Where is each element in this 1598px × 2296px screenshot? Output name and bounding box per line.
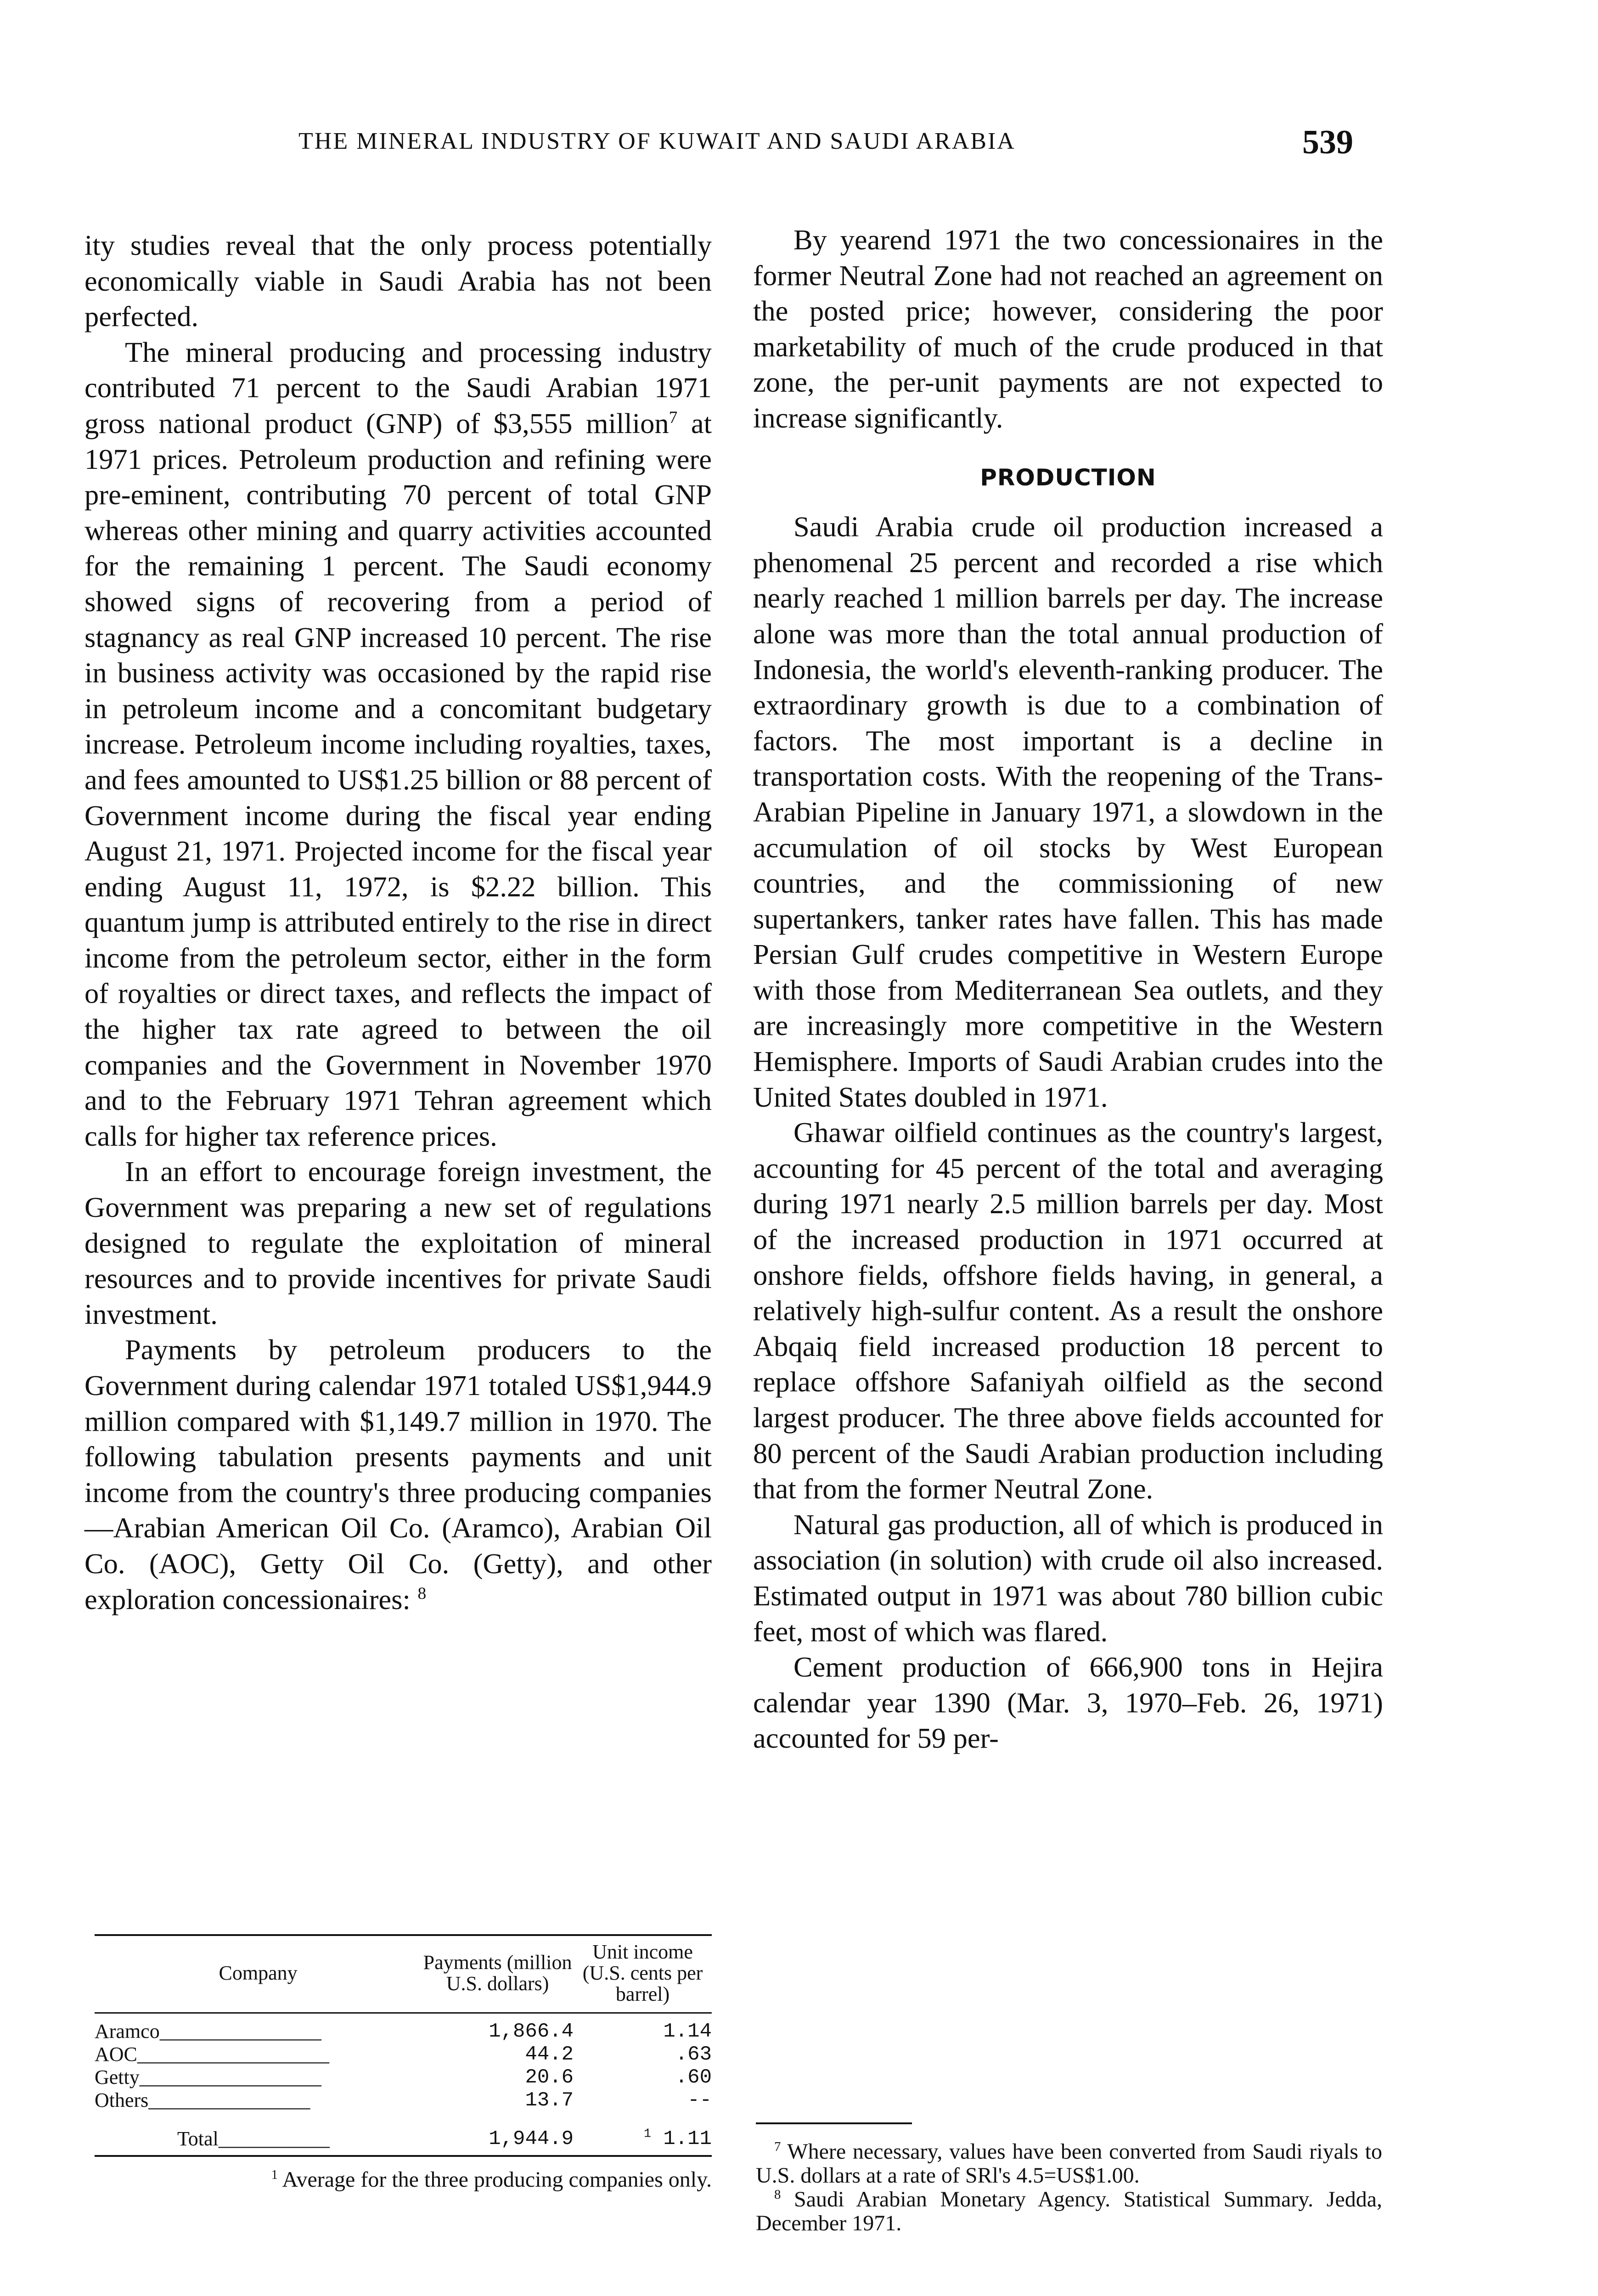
column-header: Payments (million U.S. dollars)	[423, 1951, 572, 1995]
paragraph: By yearend 1971 the two concessionaires in the former Neutral Zone had not reached an agreement on the posted price; however, considering the poor marketability of much of the crude produced in that zone, the per-unit payments are not expected to increase significantly.	[753, 224, 1383, 434]
paragraph: Natural gas production, all of which is produced in association (in solution) with crude oil also increased. Estimated output in 1971 was about 780 billion cubic feet, most of which was flared.	[753, 1508, 1383, 1648]
payments-cell: 1,866.4	[489, 2020, 574, 2043]
total-unit-income-cell: $^1$ 1.11	[644, 2127, 712, 2150]
left-column	[84, 228, 712, 1617]
unit-income-cell: --	[687, 2089, 712, 2112]
paragraph	[84, 1332, 712, 1617]
payments-table	[95, 1934, 712, 2192]
total-row	[95, 2112, 712, 2156]
company-cell: Getty__________________	[95, 2066, 321, 2088]
footnote-divider	[756, 2122, 912, 2124]
table-header-row	[95, 1935, 712, 2013]
table-note: $^1$ Average for the three producing companies only.	[271, 2167, 712, 2192]
table-row	[95, 2043, 712, 2066]
payments-cell: 20.6	[525, 2066, 574, 2089]
column-header: Unit income (U.S. cents per barrel)	[582, 1941, 703, 2005]
paragraph-text: The mineral producing and processing industry contributed 71 percent to the Saudi Arabian 1971 gross national product (GNP) of $3,555 million	[84, 336, 712, 439]
footnote-ref: 7	[669, 408, 678, 428]
paragraph: Saudi Arabia crude oil production increased a phenomenal 25 percent and recorded a rise which nearly reached 1 million barrels per day. The increase alone was more than the total annual production of Indonesia, the world's eleventh-ranking producer. The extraordinary growth is due to a combination of factors. The most important is a decline in transportation costs. With the reopening of the Trans-Arabian Pipeline in January 1971, a slowdown in the accumulation of oil stocks by West European countries, and the commissioning of new supertankers, tanker rates have fallen. This has made Persian Gulf crudes competitive in Western Europe with those from Mediterranean Sea outlets, and they are increasingly more competitive in the Western Hemisphere. Imports of Saudi Arabian crudes into the United States doubled in 1971.	[753, 511, 1383, 1113]
footnote-ref: 8	[417, 1584, 427, 1603]
table-row	[95, 2013, 712, 2043]
table-row	[95, 2066, 712, 2089]
paragraph: ity studies reveal that the only process potentially economically viable in Saudi Arabia has not been perfected.	[84, 229, 712, 333]
paragraph-text: Payments by petroleum producers to the Government during calendar 1971 totaled US$1,944.9 million compared with $1,149.7 million in 1970. The following tabulation presents payments and unit income from the country's three producing companies—Arabian American Oil Co. (Aramco), Arabian Oil Co. (AOC), Getty Oil Co. (Getty), and other exploration concessionaires:	[84, 1334, 712, 1615]
unit-income-cell: 1.14	[663, 2020, 712, 2043]
table-row	[95, 2089, 712, 2112]
right-column	[753, 222, 1383, 1756]
paragraph: Ghawar oilfield continues as the country's largest, accounting for 45 percent of the total and averaging during 1971 nearly 2.5 million barrels per day. Most of the increased production in 1971 occurred at onshore fields, offshore fields having, in general, a relatively high-sulfur content. As a result the onshore Abqaiq field increased production 18 percent to replace offshore Safaniyah oilfield as the second largest producer. The three above fields accounted for 80 percent of the Saudi Arabian production including that from the former Neutral Zone.	[753, 1116, 1383, 1505]
column-header: Company	[219, 1962, 298, 1984]
footnote: $^7$ Where necessary, values have been converted from Saudi riyals to U.S. dollars at a rate of SRl's 4.5=US$1.00.	[756, 2139, 1382, 2188]
company-cell: Others________________	[95, 2089, 310, 2111]
footnote: $^8$ Saudi Arabian Monetary Agency. Statistical Summary. Jedda, December 1971.	[756, 2187, 1383, 2235]
total-label-cell: Total___________	[177, 2127, 330, 2150]
section-heading: PRODUCTION	[980, 464, 1156, 491]
running-title: THE MINERAL INDUSTRY OF KUWAIT AND SAUDI ARABIA	[298, 128, 1016, 154]
footnotes	[756, 2140, 1382, 2235]
total-payments-cell: 1,944.9	[489, 2127, 574, 2150]
company-cell: Aramco________________	[95, 2020, 321, 2043]
company-cell: AOC___________________	[95, 2043, 329, 2065]
payments-cell: 44.2	[525, 2043, 574, 2066]
unit-income-cell: .60	[675, 2066, 712, 2089]
paragraph	[84, 335, 712, 1154]
paragraph: Cement production of 666,900 tons in Hejira calendar year 1390 (Mar. 3, 1970–Feb. 26, 1971) accounted for 59 per-	[753, 1651, 1383, 1755]
paragraph: In an effort to encourage foreign investment, the Government was preparing a new set of regulations designed to regulate the exploitation of mineral resources and to provide incentives for private Saudi investment.	[84, 1155, 712, 1330]
unit-income-cell: .63	[675, 2043, 712, 2066]
page-number: 539	[1302, 124, 1353, 161]
paragraph-text: at 1971 prices. Petroleum production and refining were pre-eminent, contributing 70 percent of total GNP whereas other mining and quarry activities accounted for the remaining 1 percent. The Saudi economy showed signs of recovering from a period of stagnancy as real GNP increased 10 percent. The rise in business activity was occasioned by the rapid rise in petroleum income and a concomitant budgetary increase. Petroleum income including royalties, taxes, and fees amounted to US$1.25 billion or 88 percent of Government income during the fiscal year ending August 21, 1971. Projected income for the fiscal year ending August 11, 1972, is $2.22 billion. This quantum jump is attributed entirely to the rise in direct income from the petroleum sector, either in the form of royalties or direct taxes, and reflects the impact of the higher tax rate agreed to between the oil companies and the Government in November 1970 and to the February 1971 Tehran agreement which calls for higher tax reference prices.	[84, 407, 712, 1152]
payments-cell: 13.7	[525, 2089, 574, 2112]
